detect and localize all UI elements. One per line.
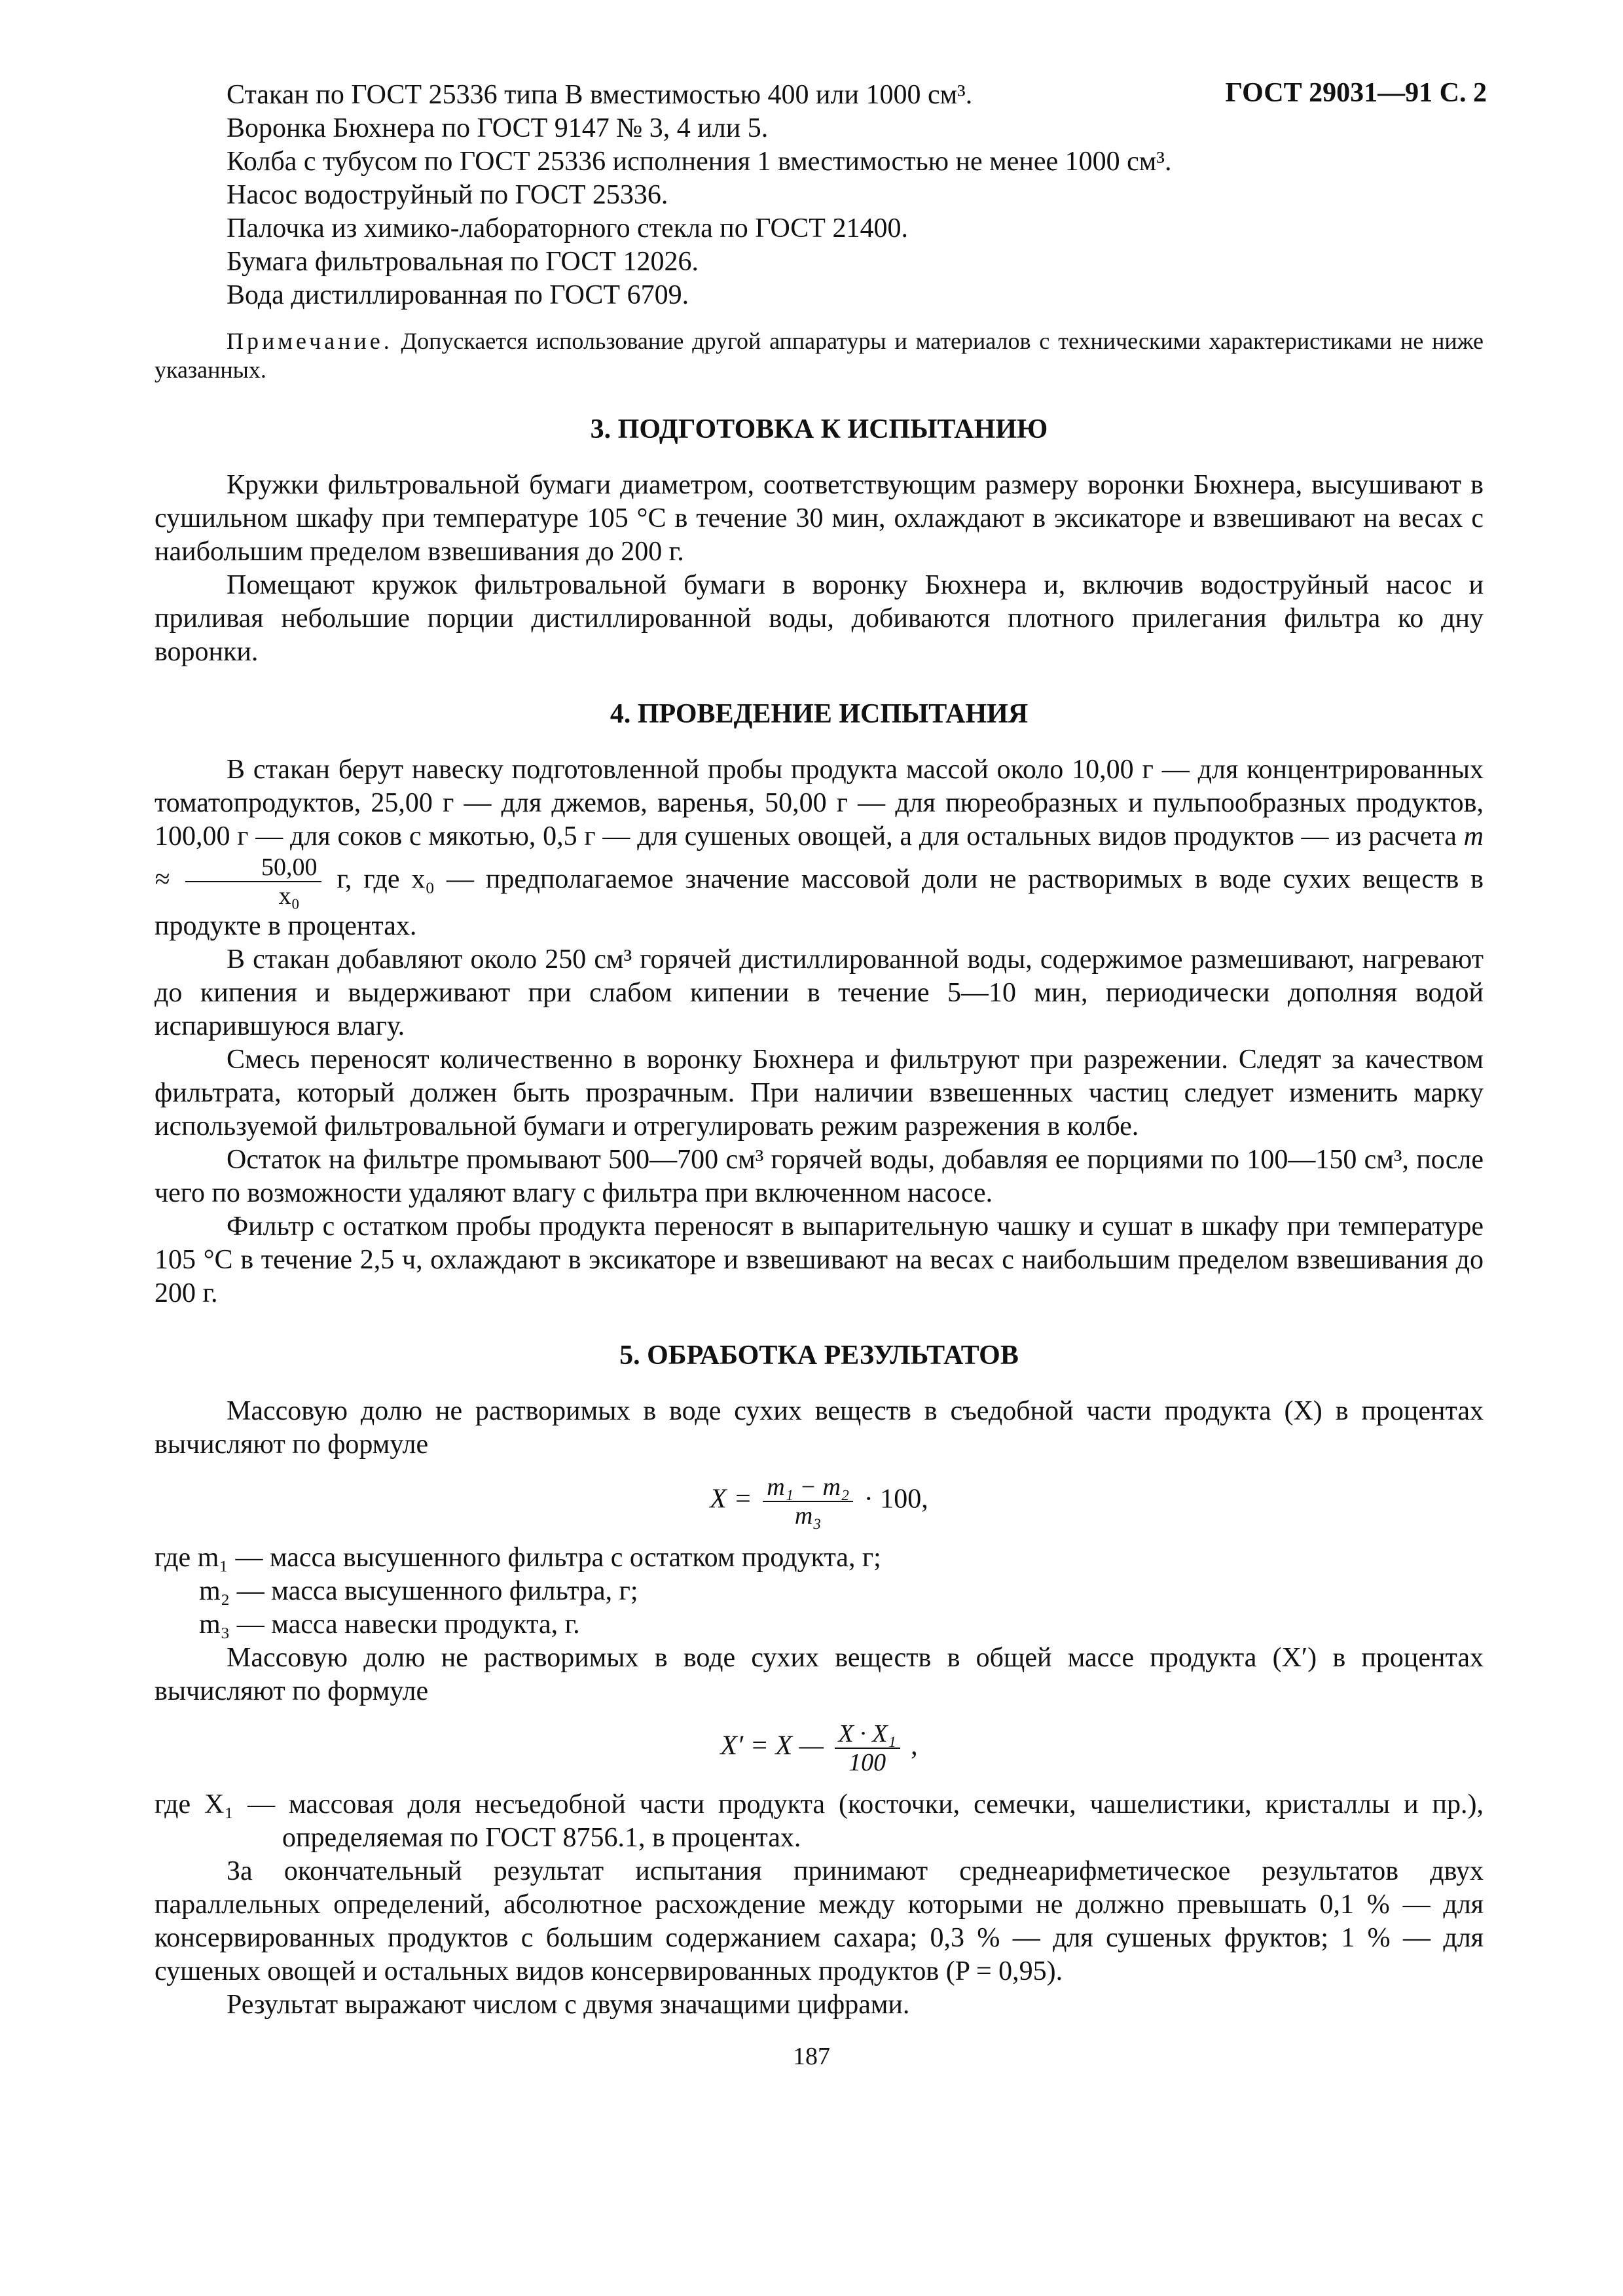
formula-rhs: · 100, <box>864 1484 928 1515</box>
formula-lhs: X = <box>710 1484 752 1515</box>
fraction-numerator: 50,00 <box>185 853 321 882</box>
section-5-paragraph: Результат выражают числом с двумя значащими цифрами. <box>227 1990 910 2020</box>
section-5-paragraph: За окончательный результат испытания принимают среднеарифметическое результатов двух параллельных определений, абсолютное расхождение между которыми не должно превышать 0,1 % — для консервированных продуктов с большим содержанием сахара; 0,3 % — для сушеных фруктов; 1 % — для сушеных овощей и остальных видов консервированных продуктов (P = 0,95). <box>155 1856 1484 1986</box>
section-4-title: 4. ПРОВЕДЕНИЕ ИСПЫТАНИЯ <box>610 699 1029 729</box>
page-number: 187 <box>793 2043 830 2070</box>
fraction-numerator: m₁ − m₂ <box>763 1473 853 1502</box>
fraction-denominator: 100 <box>848 1749 886 1776</box>
formula-x <box>155 1473 1484 1530</box>
note-label: Примечание. <box>227 328 393 354</box>
text-run: В стакан берут навеску подготовленной пробы продукта массой около 10,00 г — для концентрированных томатопродуктов, 25,00 г — для джемов, варенья, 50,00 г — для пюреобразных и пульпообразных продуктов, 100,00 г — для соков с мякотью, 0,5 г — для сушеных овощей, а для остальных видов продуктов — из расчета <box>155 755 1484 852</box>
section-4-paragraph: В стакан добавляют около 250 см³ горячей дистиллированной воды, содержимое размешивают, нагревают до кипения и выдерживают при слабом кипении в течение 5—10 мин, периодически дополняя водой испарившуюся влагу. <box>155 944 1484 1041</box>
fraction-denominator: m₃ <box>794 1502 822 1530</box>
where-item: где m₁ — масса высушенного фильтра с остатком продукта, г; <box>155 1543 881 1573</box>
apparatus-item: Вода дистиллированная по ГОСТ 6709. <box>227 280 689 310</box>
fraction-denominator: x₀ <box>278 882 300 910</box>
formula-x-prime <box>155 1720 1484 1776</box>
where-item: m₃ — масса навески продукта, г. <box>199 1609 580 1640</box>
where-item: m₂ — масса высушенного фильтра, г; <box>199 1576 638 1606</box>
section-3-paragraph: Помещают кружок фильтровальной бумаги в воронку Бюхнера и, включив водоструйный насос и приливая небольшие порции дистиллированной воды, добиваются плотного прилегания фильтра ко дну воронки. <box>155 570 1484 667</box>
section-4-paragraph: Остаток на фильтре промывают 500—700 см³ горячей воды, добавляя ее порциями по 100—150 см³, после чего по возможности удаляют влагу с фильтра при включенном насосе. <box>155 1145 1484 1208</box>
inline-fraction <box>185 853 321 910</box>
where-list <box>155 1541 1484 1641</box>
note <box>155 327 1484 384</box>
formula-fraction <box>835 1720 900 1776</box>
formula-lhs: X′ = X — <box>720 1731 824 1761</box>
section-5-paragraph: Массовую долю не растворимых в воде сухих веществ в общей массе продукта (X′) в процентах вычисляют по формуле <box>155 1643 1484 1706</box>
formula-rhs: , <box>911 1731 918 1761</box>
apparatus-item: Колба с тубусом по ГОСТ 25336 исполнения 1 вместимостью не менее 1000 см³. <box>227 147 1172 177</box>
apparatus-item: Стакан по ГОСТ 25336 типа В вместимостью 400 или 1000 см³. <box>227 80 973 110</box>
apparatus-list <box>155 79 1484 312</box>
formula-fraction <box>763 1473 853 1530</box>
apparatus-item: Палочка из химико-лабораторного стекла по ГОСТ 21400. <box>227 213 908 243</box>
note-text: Допускается использование другой аппаратуры и материалов с техническими характеристиками не ниже указанных. <box>155 328 1484 383</box>
fraction-numerator: X · X₁ <box>835 1720 900 1749</box>
section-4-paragraph: Фильтр с остатком пробы продукта переносят в выпарительную чашку и сушат в шкафу при температуре 105 °С в течение 2,5 ч, охлаждают в эксикаторе и взвешивают на весах с наибольшим пределом взвешивания до 200 г. <box>155 1211 1484 1308</box>
formula-m: m ≈ <box>155 821 1484 895</box>
text-run: г, где x₀ — предполагаемое значение массовой доли не растворимых в воде сухих веществ в продукте в процентах. <box>155 864 1484 941</box>
section-4-paragraph: Смесь переносят количественно в воронку Бюхнера и фильтруют при разрежении. Следят за качеством фильтрата, который должен быть прозрачным. При наличии взвешенных частиц следует изменить марку используемой фильтровальной бумаги и отрегулировать режим разрежения в колбе. <box>155 1045 1484 1141</box>
apparatus-item: Насос водоструйный по ГОСТ 25336. <box>227 180 668 210</box>
section-3-title: 3. ПОДГОТОВКА К ИСПЫТАНИЮ <box>590 414 1048 444</box>
section-3-paragraph: Кружки фильтровальной бумаги диаметром, соответствующим размеру воронки Бюхнера, высушивают в сушильном шкафу при температуре 105 °С в течение 30 мин, охлаждают в эксикаторе и взвешивают на весах с наибольшим пределом взвешивания до 200 г. <box>155 470 1484 567</box>
section-4-paragraph-formula <box>155 753 1484 943</box>
apparatus-item: Бумага фильтровальная по ГОСТ 12026. <box>227 247 699 277</box>
where-item: где X₁ — массовая доля несъедобной части продукта (косточки, семечки, чашелистики, кристаллы и пр.), определяемая по ГОСТ 8756.1, в процентах. <box>155 1789 1484 1853</box>
section-5-paragraph: Массовую долю не растворимых в воде сухих веществ в съедобной части продукта (X) в процентах вычисляют по формуле <box>155 1396 1484 1460</box>
page-body <box>155 79 1484 2022</box>
apparatus-item: Воронка Бюхнера по ГОСТ 9147 № 3, 4 или 5. <box>227 113 769 143</box>
section-5-title: 5. ОБРАБОТКА РЕЗУЛЬТАТОВ <box>619 1340 1019 1371</box>
document-header: ГОСТ 29031—91 С. 2 <box>1225 78 1487 108</box>
